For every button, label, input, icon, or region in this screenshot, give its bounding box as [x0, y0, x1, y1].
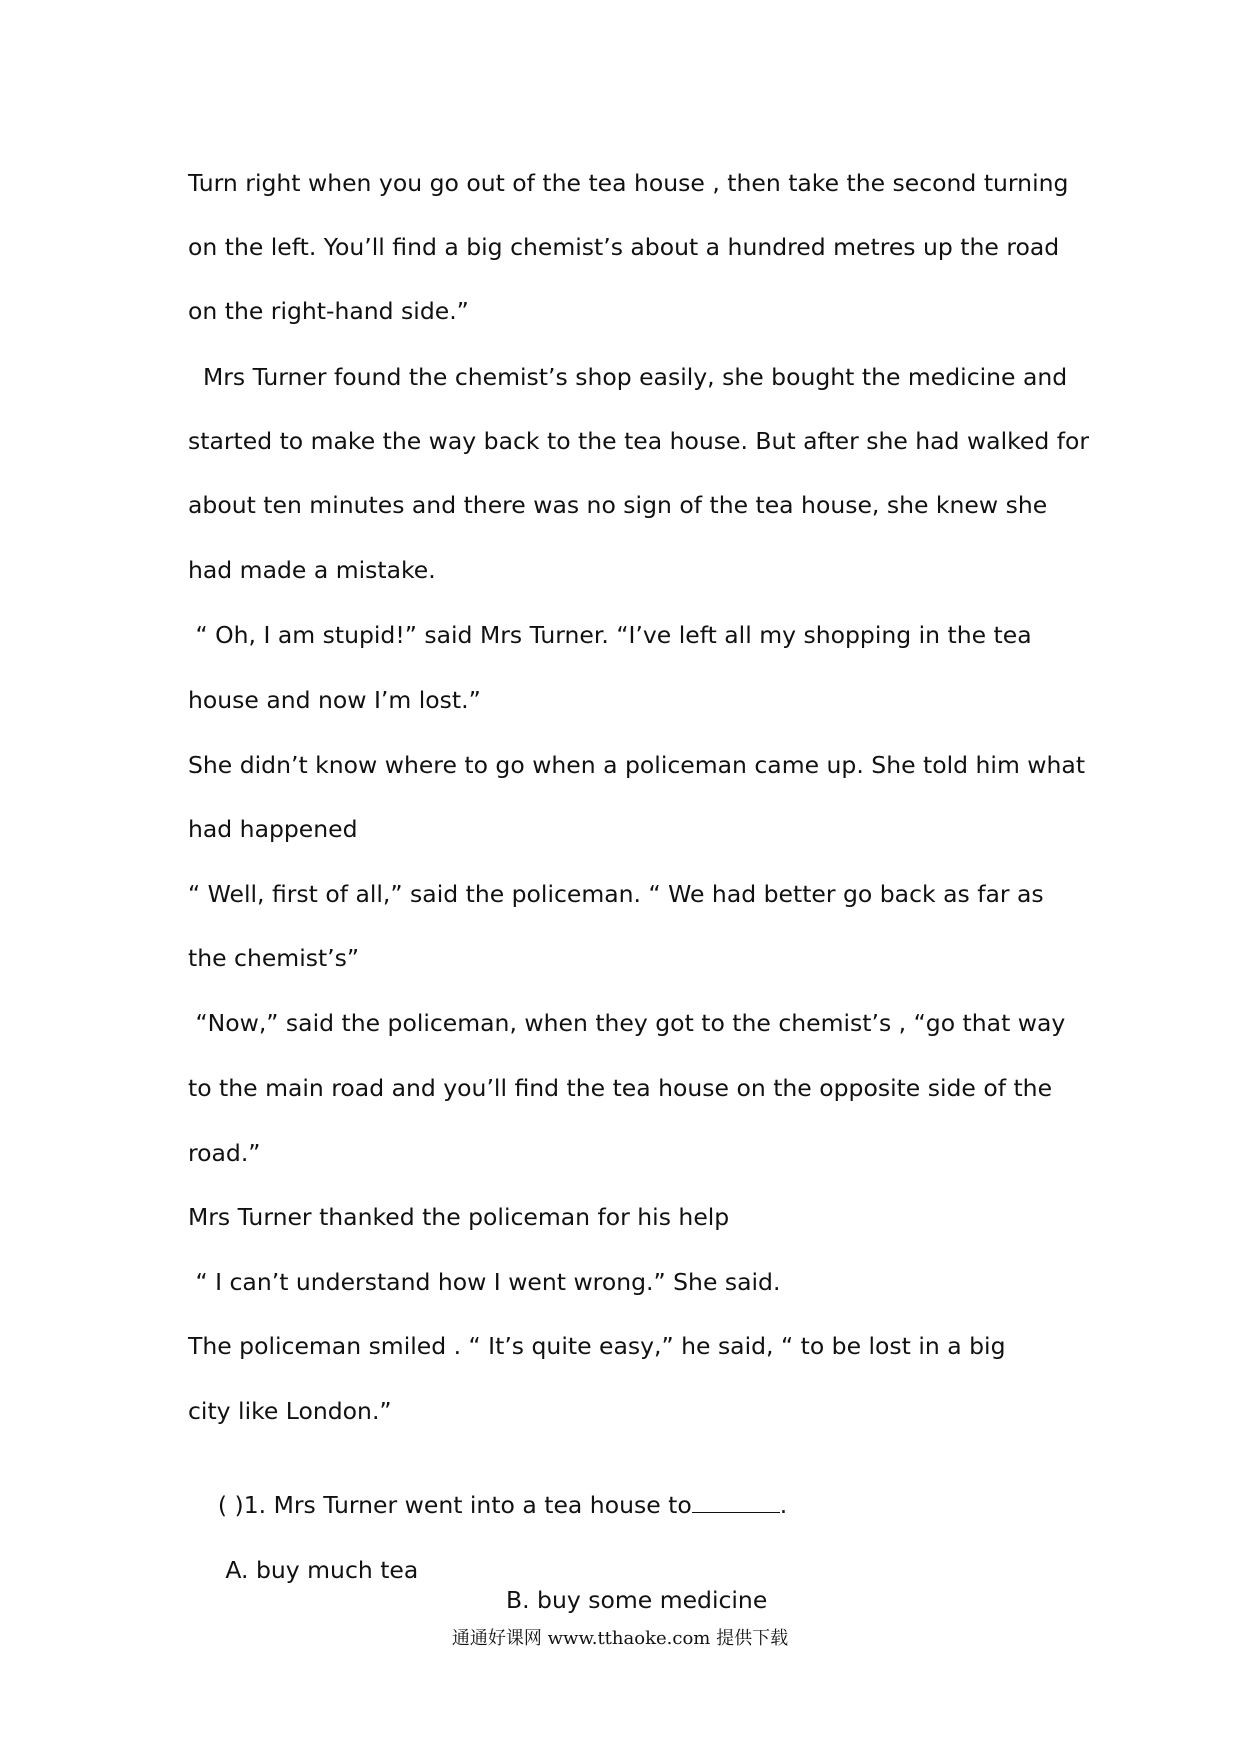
- passage-line: “Now,” said the policeman, when they got to the chemist’s , “go that way: [188, 1009, 1066, 1037]
- passage-line: on the right-hand side.”: [188, 297, 469, 325]
- passage-line: the chemist’s”: [188, 944, 360, 972]
- passage-line: started to make the way back to the tea house. But after she had walked for: [188, 427, 1090, 455]
- footer-watermark: 通通好课网 www.tthaoke.com 提供下载: [451, 1628, 789, 1649]
- question-stem: ( )1. Mrs Turner went into a tea house to: [217, 1491, 692, 1519]
- question-end: .: [779, 1491, 788, 1519]
- passage-line: “ Well, first of all,” said the policeman. “ We had better go back as far as: [188, 880, 1044, 908]
- passage-line: to the main road and you’ll find the tea house on the opposite side of the: [188, 1074, 1053, 1102]
- passage-line: house and now I’m lost.”: [188, 686, 481, 714]
- passage-line: had made a mistake.: [188, 556, 436, 584]
- passage-line: road.”: [188, 1139, 261, 1167]
- passage-line: Turn right when you go out of the tea house , then take the second turning: [188, 169, 1069, 197]
- passage-line: “ I can’t understand how I went wrong.” She said.: [188, 1268, 781, 1296]
- passage-line: Mrs Turner thanked the policeman for his help: [188, 1203, 730, 1231]
- passage-line: on the left. You’ll find a big chemist’s about a hundred metres up the road: [188, 233, 1060, 261]
- passage-line: had happened: [188, 815, 358, 843]
- passage-line: about ten minutes and there was no sign of the tea house, she knew she: [188, 491, 1048, 519]
- passage-line: The policeman smiled . “ It’s quite easy,” he said, “ to be lost in a big: [188, 1332, 1006, 1360]
- answer-blank: [692, 1490, 780, 1513]
- option-b: B. buy some medicine: [506, 1586, 768, 1614]
- passage-line: Mrs Turner found the chemist’s shop easily, she bought the medicine and: [188, 363, 1068, 391]
- option-a: A. buy much tea: [217, 1556, 419, 1584]
- passage-line: “ Oh, I am stupid!” said Mrs Turner. “I’ve left all my shopping in the tea: [188, 621, 1032, 649]
- passage-line: She didn’t know where to go when a policeman came up. She told him what: [188, 751, 1086, 779]
- passage-line: city like London.”: [188, 1397, 392, 1425]
